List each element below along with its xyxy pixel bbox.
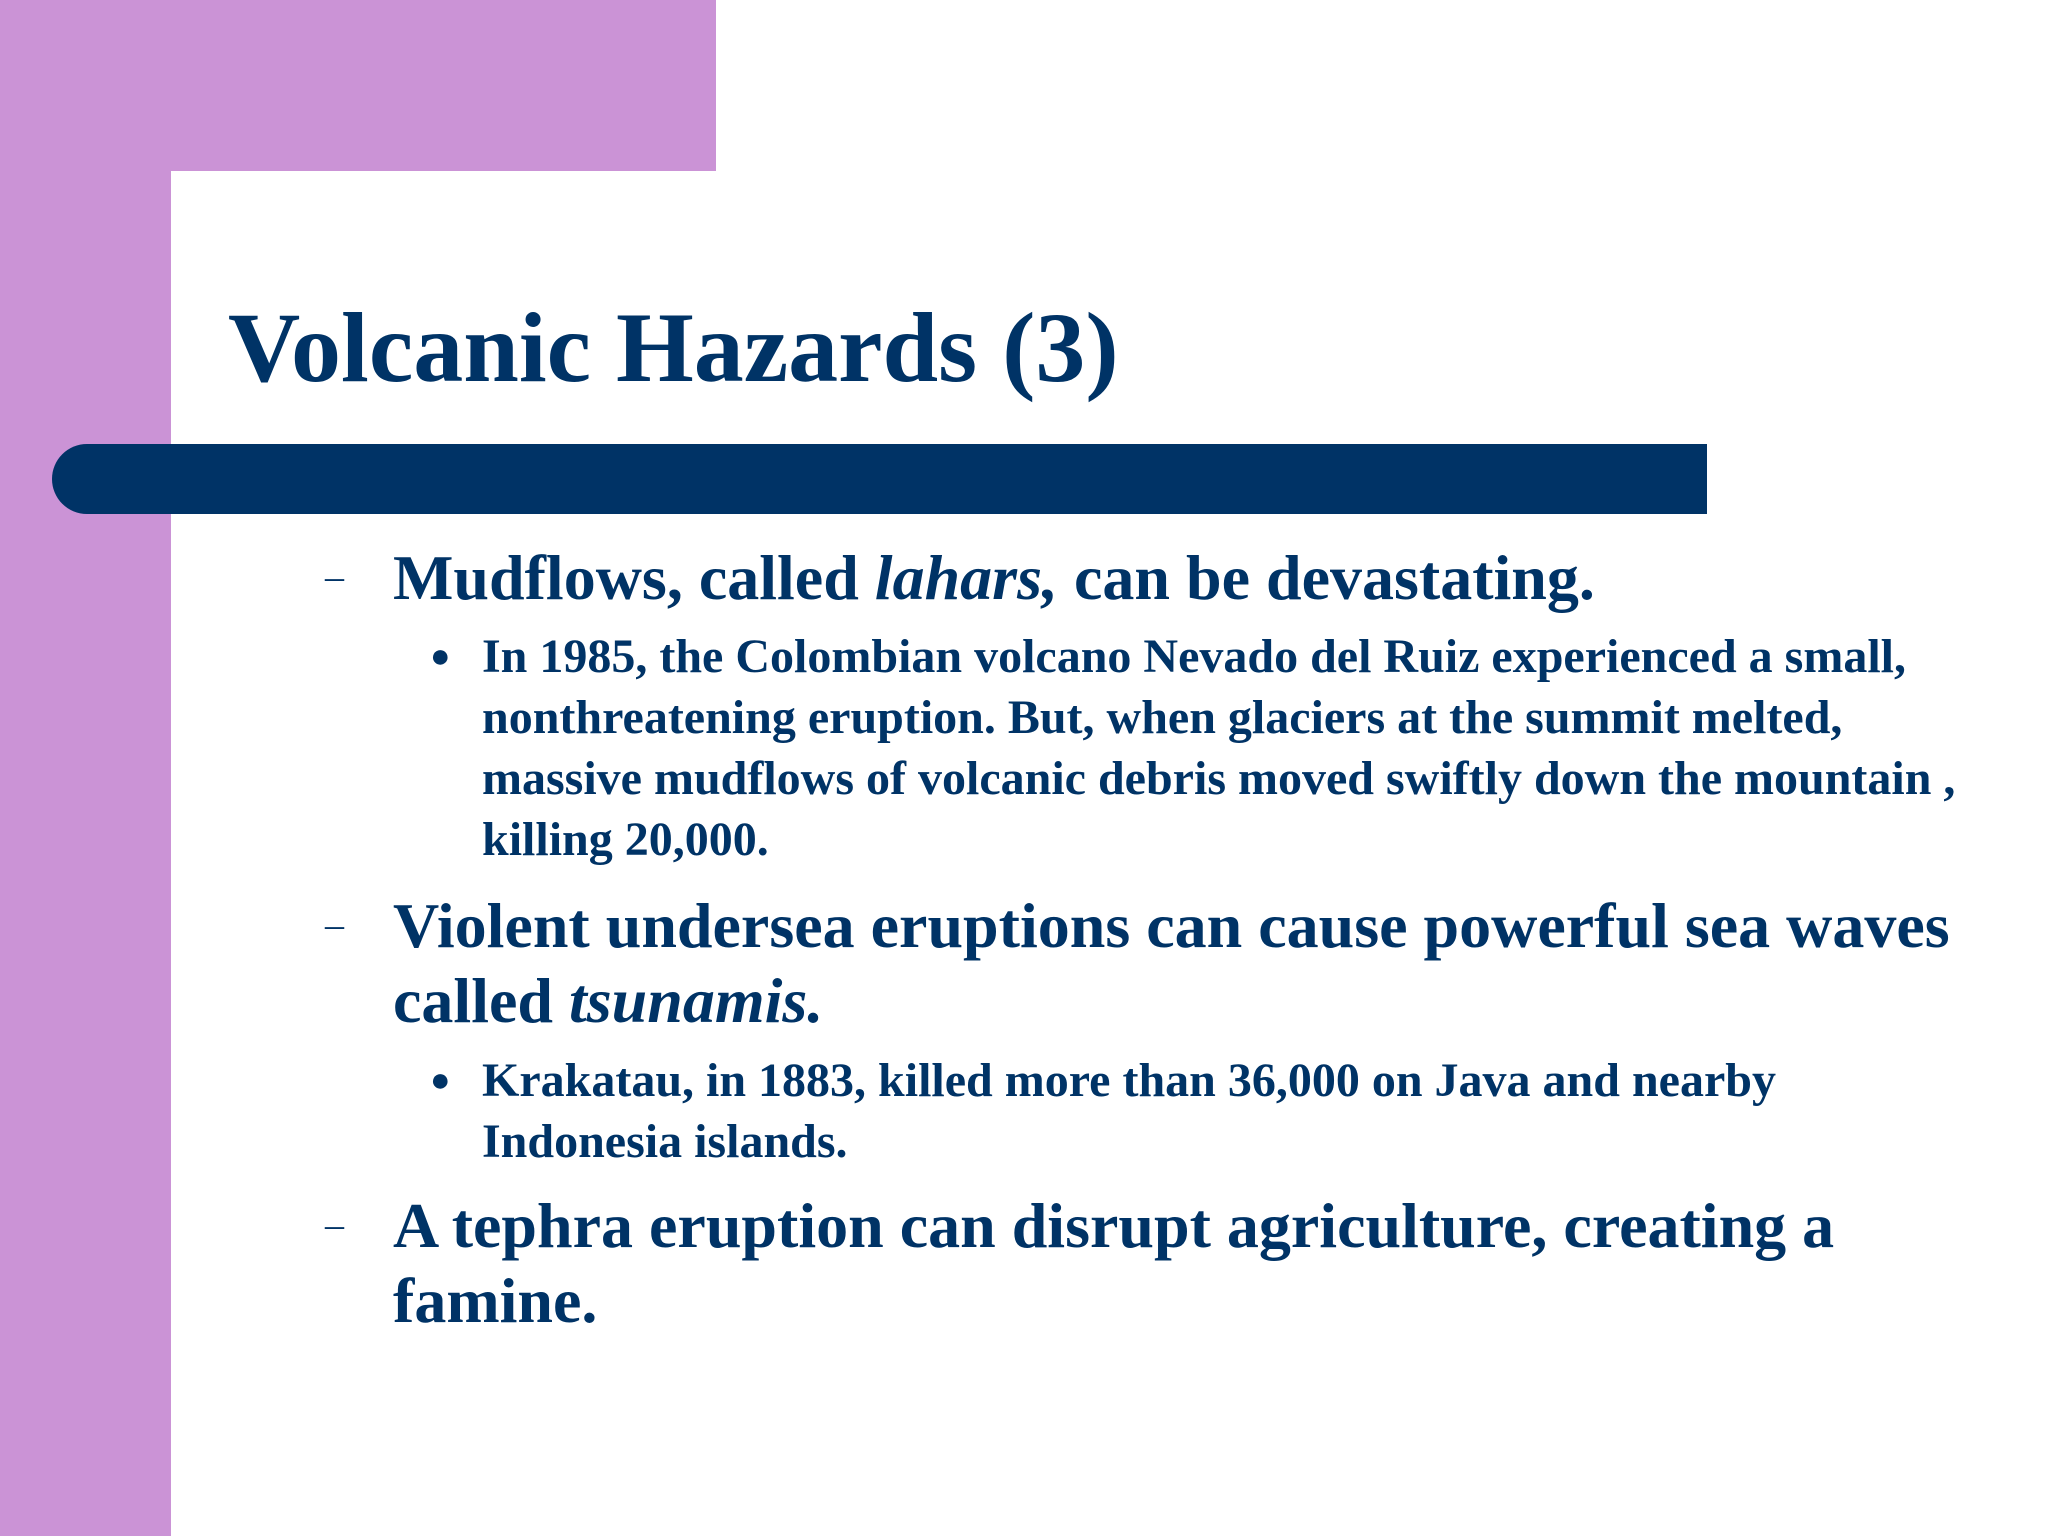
- bullet-text-before: Mudflows, called: [393, 542, 875, 613]
- left-accent-bar: [0, 0, 171, 1536]
- title-rule: [52, 444, 1707, 514]
- subbullet-nevado-del-ruiz: [430, 626, 1962, 870]
- bullet-text: A tephra eruption can disrupt agriculture, creating a famine.: [393, 1190, 1835, 1336]
- slide-title: Volcanic Hazards (3): [228, 292, 1119, 403]
- bullet-text-before: Violent undersea eruptions can cause powerful sea waves called: [393, 890, 1950, 1036]
- dash-marker: –: [325, 556, 344, 598]
- bullet-mudflows: [325, 540, 1953, 615]
- bullet-marker: ●: [430, 1062, 451, 1099]
- subbullet-text: Krakatau, in 1883, killed more than 36,000 on Java and nearby Indonesia islands.: [482, 1054, 1776, 1168]
- term-tsunamis: tsunamis.: [568, 965, 824, 1036]
- top-accent-bar: [0, 0, 716, 171]
- subbullet-text: In 1985, the Colombian volcano Nevado del Ruiz experienced a small, nonthreatening eruption. But, when glaciers at the summit melted, massive mudflows of volcanic debris moved swiftly down the mountain , killing 20,000.: [482, 630, 1956, 866]
- subbullet-krakatau: [430, 1050, 1962, 1172]
- bullet-text-after: can be devastating.: [1057, 542, 1595, 613]
- bullet-marker: ●: [430, 638, 451, 675]
- dash-marker: –: [325, 1204, 344, 1246]
- term-lahars: lahars,: [874, 542, 1058, 613]
- bullet-tsunamis: [325, 888, 1953, 1038]
- dash-marker: –: [325, 904, 344, 946]
- bullet-tephra: [325, 1188, 1953, 1338]
